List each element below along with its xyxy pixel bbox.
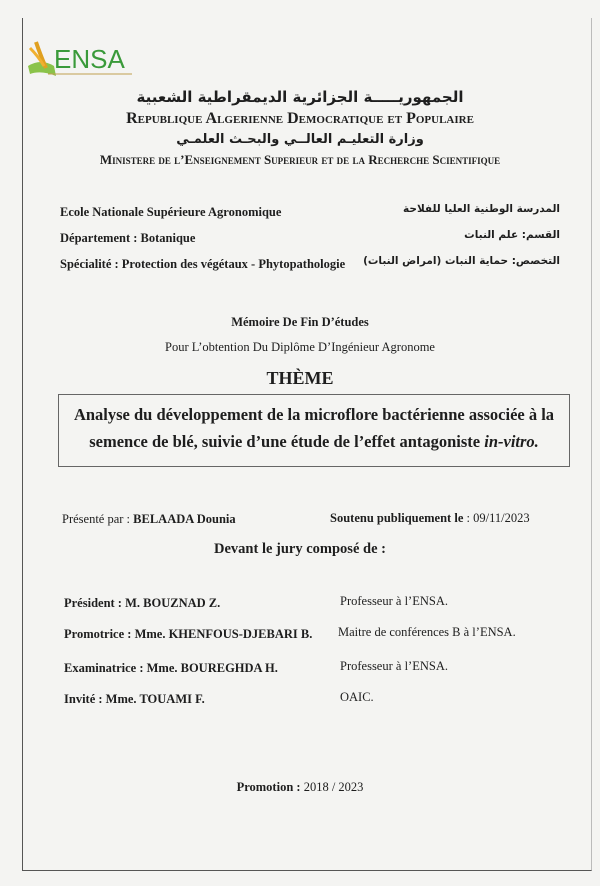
- specialty-fr: Spécialité : Protection des végétaux - Phytopathologie: [60, 257, 346, 271]
- specialty-ar: التخصص: حماية النبات (امراض النبات): [363, 255, 560, 267]
- department-fr: Département : Botanique: [60, 231, 196, 245]
- svg-text:ENSA: ENSA: [54, 44, 125, 74]
- defense-label: Soutenu publiquement le: [330, 511, 467, 525]
- ministry-ar: وزارة التعليـم العالــي والبحـث العلمـي: [176, 132, 424, 147]
- author-name: BELAADA Dounia: [133, 512, 236, 526]
- memoire-title: Mémoire De Fin D’études: [231, 315, 369, 329]
- theme-line-1: Analyse du développement de la microflore bactérienne associée à la: [73, 405, 555, 424]
- jury-role: Promotrice : Mme. KHENFOUS-DJEBARI B.: [64, 627, 313, 641]
- theme-box: [58, 394, 570, 467]
- school-ar: المدرسة الوطنية العليا للفلاحة: [403, 203, 560, 215]
- republic-ar: الجمهوريـــــة الجزائرية الديمقراطية الشعبية: [136, 88, 464, 106]
- jury-role: Examinatrice : Mme. BOUREGHDA H.: [64, 661, 278, 675]
- jury-title-member: Professeur à l’ENSA.: [340, 659, 448, 673]
- ensa-logo: [26, 36, 136, 84]
- theme-label: THÈME: [266, 368, 334, 388]
- republic-fr: Republique Algerienne Democratique et Populaire: [126, 110, 474, 127]
- jury-title: Devant le jury composé de :: [214, 541, 386, 557]
- jury-title-member: Professeur à l’ENSA.: [340, 594, 448, 608]
- jury-role: Président : M. BOUZNAD Z.: [64, 596, 221, 610]
- promotion-value: 2018 / 2023: [303, 780, 364, 794]
- memoire-subtitle: Pour L’obtention Du Diplôme D’Ingénieur Agronome: [165, 340, 435, 354]
- department-ar: القسم: علم النبات: [464, 229, 560, 241]
- ministry-fr: Ministere de l’Enseignement Superieur et de la Recherche Scientifique: [99, 152, 501, 167]
- jury-title-member: Maitre de conférences B à l’ENSA.: [338, 625, 516, 639]
- school-fr: Ecole Nationale Supérieure Agronomique: [60, 205, 282, 219]
- jury-title-member: OAIC.: [340, 690, 374, 704]
- theme-italic: in-vitro.: [484, 432, 539, 451]
- presented-label: Présenté par :: [62, 512, 134, 526]
- jury-role: Invité : Mme. TOUAMI F.: [64, 692, 205, 706]
- defense-date: : 09/11/2023: [466, 511, 530, 525]
- promotion-label: Promotion :: [236, 780, 304, 794]
- theme-line-2: semence de blé, suivie d’une étude de l’effet antagoniste: [89, 432, 485, 451]
